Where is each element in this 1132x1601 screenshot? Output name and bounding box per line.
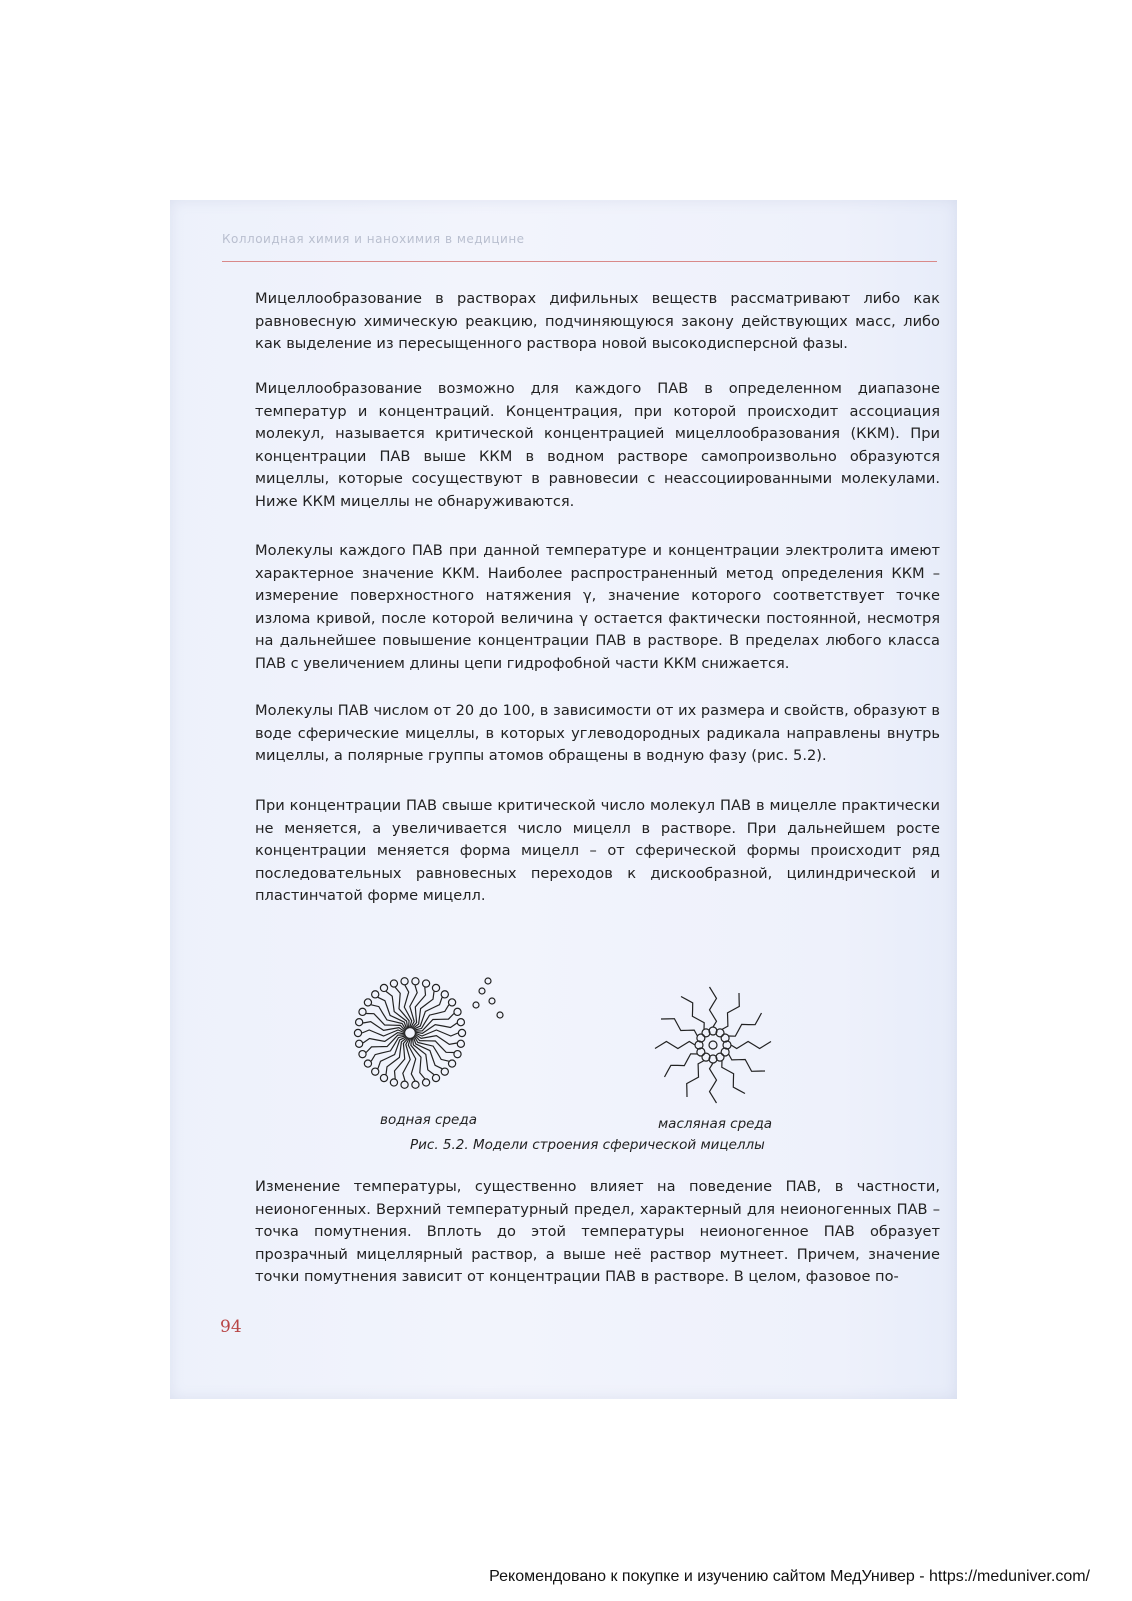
aqueous-micelle — [354, 978, 503, 1089]
page-number: 94 — [220, 1317, 242, 1337]
figure-caption: Рис. 5.2. Модели строения сферической мицеллы — [410, 1137, 765, 1153]
oil-medium-label: масляная среда — [658, 1116, 773, 1132]
footer-note: Рекомендовано к покупке и изучению сайтом МедУнивер - https://meduniver.com/ — [489, 1568, 1090, 1585]
paragraph-5: При концентрации ПАВ свыше критической число молекул ПАВ в мицелле практически не меняется, а увеличивается число мицелл в растворе. При дальнейшем росте концентрации меняется форма мицелл – от сферической формы происходит ряд последовательных равновесных переходов к дискообразной, цилиндрической и пластинчатой форме мицелл. — [255, 797, 940, 904]
paragraph-3: Молекулы каждого ПАВ при данной температуре и концентрации электролита имеют характерное значение ККМ. Наиболее распространенный метод определения ККМ – измерение поверхностного натяжения γ, значение которого соответствует точке излома кривой, после которой величина γ остается фактически постоянной, несмотря на дальнейшее повышение концентрации ПАВ в растворе. В пределах любого класса ПАВ с увеличением длины цепи гидрофобной части ККМ снижается. — [255, 542, 940, 672]
paragraph-1: Мицеллообразование в растворах дифильных веществ рассматривают либо как равновесную химическую реакцию, подчиняющуюся закону действующих масс, либо как выделение из пересыщенного раствора новой высокодисперсной фазы. — [255, 290, 940, 352]
paragraph-4: Молекулы ПАВ числом от 20 до 100, в зависимости от их размера и свойств, образуют в воде сферические мицеллы, в которых углеводородных радикала направлены внутрь мицеллы, а полярные группы атомов обращены в водную фазу (рис. 5.2). — [255, 702, 940, 764]
header-rule — [222, 261, 937, 262]
book-page — [170, 200, 957, 1399]
paragraph-2: Мицеллообразование возможно для каждого ПАВ в определенном диапазоне температур и концентраций. Концентрация, при которой происходит ассоциация молекул, называется критической концентрацией мицеллообразования (ККМ). При концентрации ПАВ выше ККМ в водном растворе самопроизвольно образуются мицеллы, которые сосуществуют в равновесии с неассоциированными молекулами. Ниже ККМ мицеллы не обнаруживаются. — [255, 380, 940, 510]
oil-micelle — [655, 987, 771, 1103]
running-title: Коллоидная химия и нанохимия в медицине — [222, 232, 525, 246]
paragraph-6: Изменение температуры, существенно влияет на поведение ПАВ, в частности, неионогенных. Верхний температурный предел, характерный для неионогенных ПАВ – точка помутнения. Вплоть до этой температуры неионогенное ПАВ образует прозрачный мицеллярный раствор, а выше неё раствор мутнеет. Причем, значение точки помутнения зависит от концентрации ПАВ в растворе. В целом, фазовое по- — [255, 1178, 940, 1285]
aqueous-medium-label: водная среда — [380, 1112, 477, 1128]
